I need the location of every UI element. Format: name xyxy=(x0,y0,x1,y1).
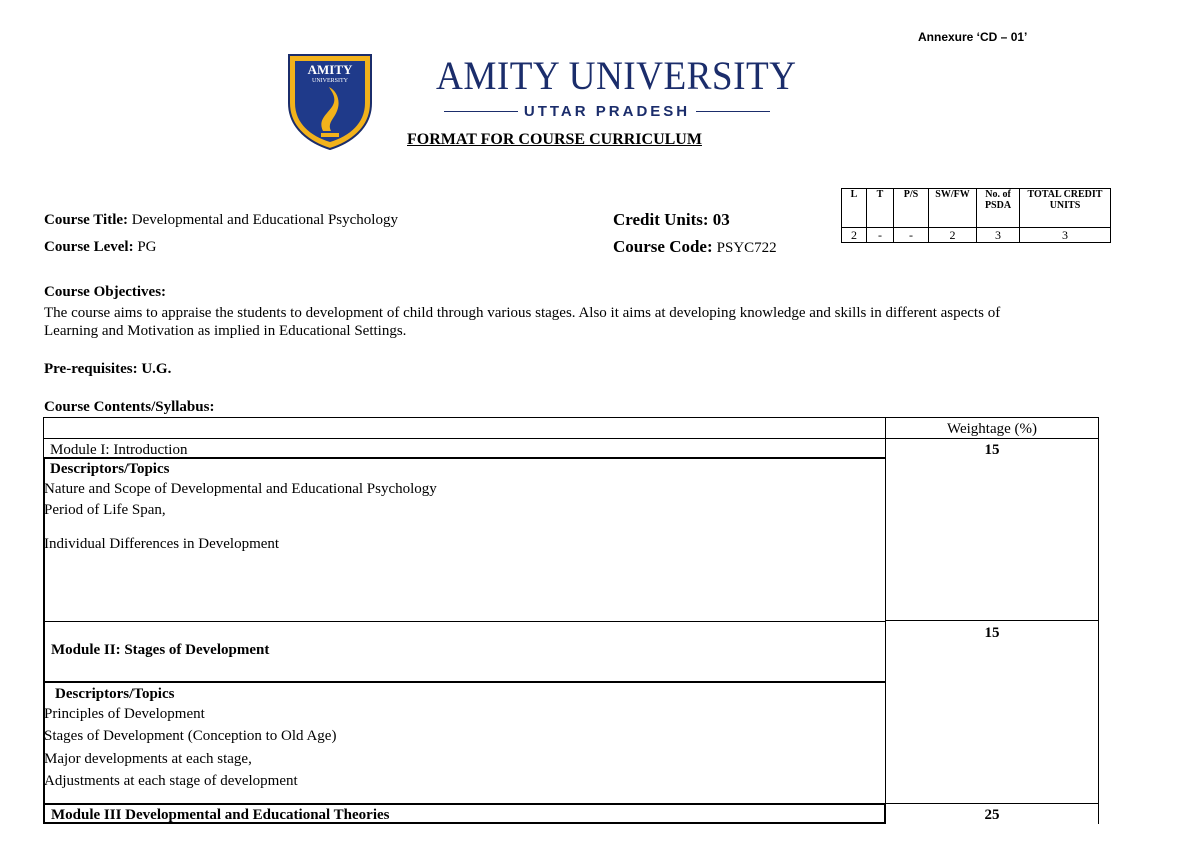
format-title: FORMAT FOR COURSE CURRICULUM xyxy=(407,131,702,148)
logo-text-university: UNIVERSITY xyxy=(312,78,348,84)
credit-header-psda: No. of PSDA xyxy=(977,189,1020,228)
credit-value-ps: - xyxy=(894,228,929,243)
logo-text-amity: AMITY xyxy=(307,62,353,77)
credit-units-field xyxy=(613,210,730,230)
credit-header-l: L xyxy=(842,189,867,228)
university-name: AMITY UNIVERSITY xyxy=(436,53,797,98)
annexure-label: Annexure ‘CD – 01’ xyxy=(918,30,1028,44)
module-1-weight: 15 xyxy=(984,442,1000,458)
credit-table-header-row xyxy=(842,189,1111,228)
credit-value-total: 3 xyxy=(1020,228,1111,243)
course-title-label: Course Title: xyxy=(44,212,129,228)
module-1-title: Module I: Introduction xyxy=(50,442,188,458)
course-code-field xyxy=(613,237,777,257)
course-code-label: Course Code: xyxy=(613,237,713,256)
module-1-topic-2: Period of Life Span, xyxy=(44,502,166,518)
module-2-topic-1: Principles of Development xyxy=(44,706,205,722)
weightage-header: Weightage (%) xyxy=(947,421,1037,437)
credit-value-psda: 3 xyxy=(977,228,1020,243)
module-1-topic-3: Individual Differences in Development xyxy=(44,536,280,552)
module-2-descriptor-heading: Descriptors/Topics xyxy=(55,686,175,702)
course-title-value: Developmental and Educational Psychology xyxy=(131,212,398,228)
syllabus-heading: Course Contents/Syllabus: xyxy=(44,399,215,415)
credit-header-ps: P/S xyxy=(894,189,929,228)
university-subname-text: UTTAR PRADESH xyxy=(523,102,691,120)
course-level-label: Course Level: xyxy=(44,239,134,255)
objectives-line-2: Learning and Motivation as implied in Educational Settings. xyxy=(44,323,407,339)
module-1-topic-1: Nature and Scope of Developmental and Educational Psychology xyxy=(44,481,437,497)
module-2-title: Module II: Stages of Development xyxy=(51,642,270,658)
credit-table xyxy=(841,188,1111,243)
module-2-topic-3: Major developments at each stage, xyxy=(44,751,252,767)
university-subname xyxy=(444,101,770,121)
credit-header-total: TOTAL CREDIT UNITS xyxy=(1020,189,1111,228)
module-3-weight: 25 xyxy=(984,807,1000,823)
credit-value-t: - xyxy=(867,228,894,243)
credit-value-l: 2 xyxy=(842,228,867,243)
course-code-value: PSYC722 xyxy=(716,240,777,256)
university-logo xyxy=(287,53,373,151)
credit-units-label: Credit Units: xyxy=(613,210,709,229)
credit-header-t: T xyxy=(867,189,894,228)
credit-units-value: 03 xyxy=(712,210,730,229)
objectives-heading: Course Objectives: xyxy=(44,284,167,300)
course-title-field xyxy=(44,212,398,229)
module-2-topic-2: Stages of Development (Conception to Old Age) xyxy=(44,728,337,744)
credit-value-swfw: 2 xyxy=(929,228,977,243)
module-3-title: Module III Developmental and Educational Theories xyxy=(51,807,390,823)
prerequisites: Pre-requisites: U.G. xyxy=(44,361,172,377)
objectives-line-1: The course aims to appraise the students to development of child through various stages. Also it aims at developing knowledge and skills in different aspects of xyxy=(44,305,1001,321)
credit-header-swfw: SW/FW xyxy=(929,189,977,228)
credit-table-value-row xyxy=(842,228,1111,243)
course-level-value: PG xyxy=(137,239,157,255)
module-1-descriptor-heading: Descriptors/Topics xyxy=(50,461,170,477)
course-level-field xyxy=(44,239,157,256)
module-2-weight: 15 xyxy=(984,625,1000,641)
module-2-topic-4: Adjustments at each stage of development xyxy=(44,773,298,789)
